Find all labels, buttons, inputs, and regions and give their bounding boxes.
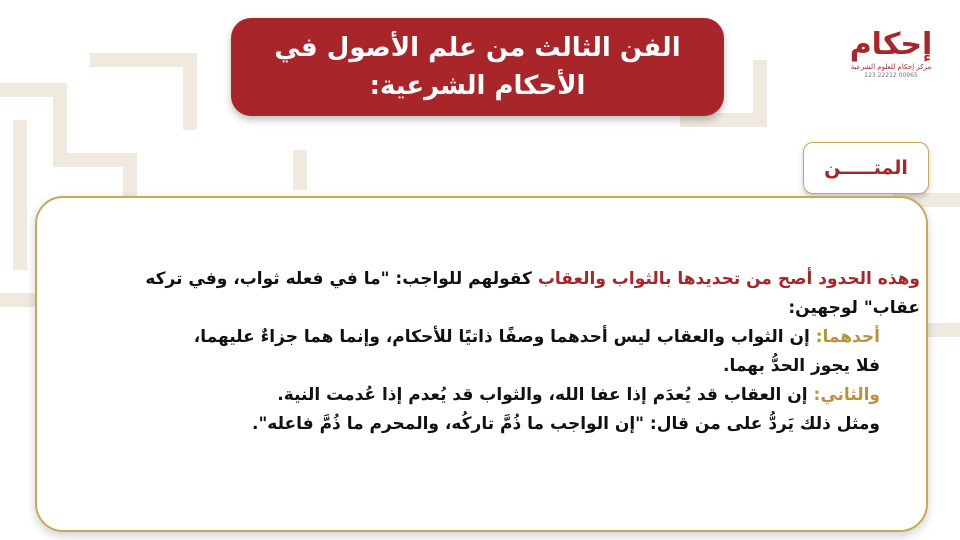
logo-subtitle: مركز إحكام للعلوم الشرعية bbox=[850, 63, 932, 71]
logo-wordmark: إحكام bbox=[849, 27, 933, 62]
text-line-5 bbox=[40, 381, 920, 410]
line-1-rest: كقولهم للواجب: "ما في فعله ثواب، وفي تركه bbox=[145, 269, 538, 289]
text-line-2: عقاب" لوجهين: bbox=[788, 298, 920, 318]
section-label bbox=[803, 142, 929, 194]
brand-logo bbox=[846, 28, 936, 98]
text-line-1 bbox=[40, 265, 920, 294]
slide-title-line-1: الفن الثالث من علم الأصول في bbox=[274, 33, 681, 63]
text-line-6: ومثل ذلك يَردُّ على من قال: "إن الواجب ما ذُمَّ تاركُه، والمحرم ما ذُمَّ فاعله". bbox=[251, 414, 880, 434]
second-reason-label: والثاني: bbox=[813, 385, 880, 405]
text-line-4: فلا يجوز الحدُّ بهما. bbox=[722, 356, 880, 376]
section-label-text: المتـــــن bbox=[824, 157, 908, 179]
slide-title-banner bbox=[231, 18, 724, 116]
slide-title-line-2: الأحكام الشرعية: bbox=[369, 71, 586, 101]
second-reason-text: إن العقاب قد يُعدَم إذا عفا الله، والثواب قد يُعدم إذا عُدمت النية. bbox=[277, 385, 814, 405]
first-reason-text: إن الثواب والعقاب ليس أحدهما وصفًا ذاتيًا للأحكام، وإنما هما جزاءٌ عليهما، bbox=[193, 327, 816, 347]
content-text bbox=[40, 265, 920, 439]
highlight-phrase: وهذه الحدود أصح من تحديدها بالثواب والعقاب bbox=[537, 269, 920, 289]
first-reason-label: أحدهما: bbox=[815, 327, 880, 347]
text-line-3 bbox=[40, 323, 920, 352]
logo-phone: 00965 22212 123 bbox=[864, 72, 918, 79]
